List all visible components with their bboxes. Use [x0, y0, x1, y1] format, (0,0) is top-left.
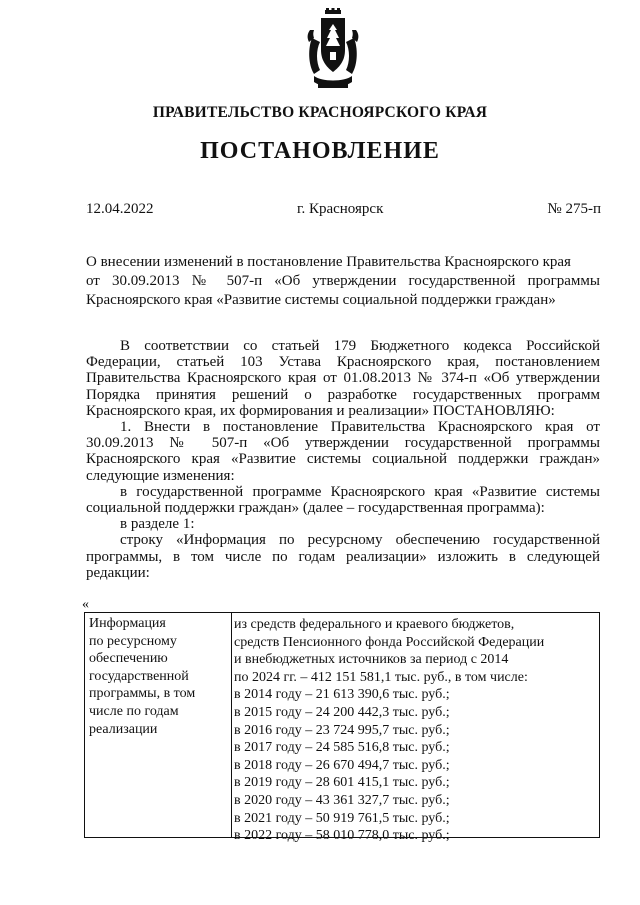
subject-line: Красноярского края «Развитие системы социальной поддержки граждан» [86, 292, 556, 308]
value-line: и внебюджетных источников за период с 2014 [234, 652, 509, 668]
value-line: по 2024 гг. – 412 151 581,1 тыс. руб., в том числе: [234, 669, 528, 685]
body-paragraph-row-change: строку «Информация по ресурсному обеспечению государственной программы, в том числе по годам реализации» изложить в следующей редакции: [86, 532, 600, 581]
table-column-divider [231, 613, 232, 837]
table-label-cell [89, 615, 225, 738]
document-number: № 275-п [547, 201, 601, 217]
value-line: в 2015 году – 24 200 442,3 тыс. руб.; [234, 704, 450, 720]
opening-quote: « [82, 597, 89, 612]
value-line: средств Пенсионного фонда Российской Федерации [234, 634, 545, 650]
label-line: реализации [89, 721, 158, 737]
subject-line: О внесении изменений в постановление Правительства Красноярского края [86, 254, 571, 270]
table-value-cell [234, 616, 598, 845]
document-subject [86, 253, 600, 310]
document-date: 12.04.2022 [86, 201, 154, 217]
body-paragraph-section: в разделе 1: [120, 516, 195, 533]
value-line: из средств федерального и краевого бюджетов, [234, 617, 515, 632]
label-line: числе по годам [89, 703, 179, 719]
value-line: в 2019 году – 28 601 415,1 тыс. руб.; [234, 775, 450, 791]
label-line: государственной [89, 668, 189, 684]
value-line: в 2022 году – 58 010 778,0 тыс. руб.; [234, 828, 450, 844]
value-line: в 2020 году – 43 361 327,7 тыс. руб.; [234, 792, 450, 808]
value-line: в 2021 году – 50 919 761,5 тыс. руб.; [234, 810, 450, 826]
resource-info-table [84, 612, 600, 844]
label-line: обеспечению [89, 651, 168, 667]
value-line: в 2017 году – 24 585 516,8 тыс. руб.; [234, 740, 450, 756]
value-line: в 2014 году – 21 613 390,6 тыс. руб.; [234, 687, 450, 703]
government-title: ПРАВИТЕЛЬСТВО КРАСНОЯРСКОГО КРАЯ [152, 104, 488, 121]
label-line: Информация [89, 616, 166, 631]
body-paragraph-program: в государственной программе Красноярского края «Развитие системы социальной поддержки граждан» (далее – государственная программа): [86, 483, 600, 517]
body-paragraph-item-1: 1. Внести в постановление Правительства Красноярского края от 30.09.2013 № 507-п «Об утверждении государственной программы Красноярского края «Развитие системы социальной поддержки граждан» следующие изменения: [86, 419, 600, 484]
subject-line: от 30.09.2013 № 507-п «Об утверждении государственной программы [86, 273, 600, 289]
body-paragraph-preamble: В соответствии со статьей 179 Бюджетного кодекса Российской Федерации, статьей 103 Устава Красноярского края, постановлением Правительства Красноярского края от 01.08.2013 № 374-п «Об утверждении Порядка принятия решений о разработке государственных программ Красноярского края, их формирования и реализации» ПОСТАНОВЛЯЮ: [86, 338, 600, 419]
document-type-title: ПОСТАНОВЛЕНИЕ [200, 138, 440, 164]
label-line: по ресурсному [89, 633, 177, 649]
coat-of-arms-emblem [306, 8, 360, 92]
value-line: в 2016 году – 23 724 995,7 тыс. руб.; [234, 722, 450, 738]
document-city: г. Красноярск [297, 201, 384, 217]
value-line: в 2018 году – 26 670 494,7 тыс. руб.; [234, 757, 450, 773]
document-body [86, 338, 600, 581]
label-line: программы, в том [89, 686, 196, 702]
